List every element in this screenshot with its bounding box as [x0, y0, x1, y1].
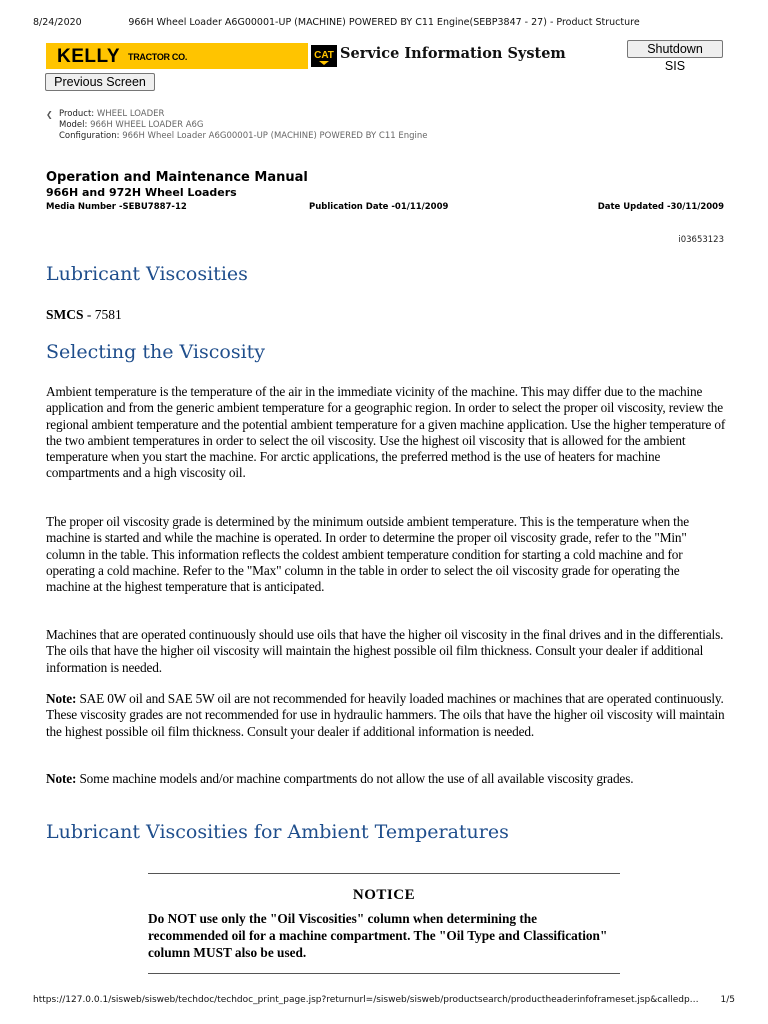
page-number: 1/5: [720, 995, 735, 1005]
notice-box: [148, 873, 620, 974]
paragraph-viscosity-grade: The proper oil viscosity grade is determined by the minimum outside ambient temperature. This is the temperature when the machine is started and while the machine is operated. In order to determine the proper oil viscosity grade, refer to the "Min" column in the table. This information reflects the coldest ambient temperature condition for starting a cold machine and for operating a cold machine. Refer to the "Max" column in the table in order to select the oil viscosity grade for operating the machine at the highest temperature that is anticipated.: [46, 514, 689, 595]
manual-title: Operation and Maintenance Manual: [46, 170, 308, 185]
note-label: Note:: [46, 691, 77, 706]
smcs-label: SMCS: [46, 307, 84, 322]
notice-heading: NOTICE: [352, 887, 416, 903]
print-title: 966H Wheel Loader A6G00001-UP (MACHINE) POWERED BY C11 Engine(SEBP3847 - 27) - Product Structure: [128, 17, 640, 28]
chevron-left-icon[interactable]: ❮: [46, 110, 53, 119]
system-title: Service Information System: [340, 45, 566, 62]
model-value: 966H WHEEL LOADER A6G: [90, 120, 204, 130]
note-sae-oil-text: SAE 0W oil and SAE 5W oil are not recommended for heavily loaded machines or machines that are operated continuously. These viscosity grades are not recommended for use in hydraulic hammers. The oils that have the higher oil viscosity will maintain the highest possible oil film thickness. Consult your dealer if additional information is needed.: [46, 691, 725, 739]
dealer-name: KELLY: [57, 46, 121, 67]
note-viscosity-grades: [46, 771, 726, 787]
configuration-row: [59, 131, 446, 142]
paragraph-continuous-operation: Machines that are operated continuously should use oils that have the higher oil viscosity in the final drives and in the differentials. The oils that have the higher oil viscosity will maintain the highest possible oil film thickness. Consult your dealer if additional information is needed.: [46, 627, 724, 675]
smcs-value: - 7581: [83, 307, 122, 322]
date-updated: Date Updated -30/11/2009: [597, 202, 724, 212]
shutdown-sis-button[interactable]: Shutdown SIS: [627, 40, 723, 58]
note-viscosity-grades-text: Some machine models and/or machine compartments do not allow the use of all available viscosity grades.: [76, 771, 634, 786]
manual-meta: [46, 200, 726, 214]
print-date: 8/24/2020: [33, 17, 82, 28]
previous-screen-button[interactable]: Previous Screen: [45, 73, 155, 91]
paragraph-ambient-temperature: Ambient temperature is the temperature of the air in the immediate vicinity of the machine. This may differ due to the machine application and from the generic ambient temperature for a geographic region. In order to select the proper oil viscosity, review the regional ambient temperature and the potential ambient temperature for a given machine application. Use the higher temperature of the two ambient temperatures in order to select the oil viscosity. Use the highest oil viscosity that is allowed for the ambient temperature when you start the machine. For arctic applications, the preferred method is the use of heaters for machine compartments and a high viscosity oil.: [46, 384, 726, 481]
heading-selecting-viscosity: Selecting the Viscosity: [46, 341, 266, 363]
heading-ambient-temperatures: Lubricant Viscosities for Ambient Temperatures: [46, 821, 509, 843]
media-number: Media Number -SEBU7887-12: [46, 202, 187, 212]
product-row: [59, 109, 446, 120]
document-id: i03653123: [678, 235, 724, 245]
model-label: Model:: [59, 120, 88, 130]
manual-header: [46, 170, 726, 214]
configuration-value: 966H Wheel Loader A6G00001-UP (MACHINE) POWERED BY C11 Engine: [122, 131, 428, 141]
product-breadcrumb: [46, 109, 446, 142]
publication-date: Publication Date -01/11/2009: [309, 202, 449, 212]
configuration-label: Configuration:: [59, 131, 120, 141]
note-label: Note:: [46, 771, 77, 786]
cat-logo-icon: CAT: [311, 45, 337, 67]
manual-subtitle: 966H and 972H Wheel Loaders: [46, 186, 237, 199]
print-url: https://127.0.0.1/sisweb/sisweb/techdoc/techdoc_print_page.jsp?returnurl=/sisweb/sisweb/productsearch/productheaderinfoframeset.jsp&calledp…: [33, 995, 699, 1005]
notice-text: Do NOT use only the "Oil Viscosities" column when determining the recommended oil for a machine compartment. The "Oil Type and Classification" column MUST also be used.: [148, 911, 608, 960]
dealer-logo: [46, 43, 308, 69]
note-sae-oil: [46, 691, 726, 740]
product-value: WHEEL LOADER: [96, 109, 165, 119]
heading-lubricant-viscosities: Lubricant Viscosities: [46, 263, 248, 285]
product-label: Product:: [59, 109, 95, 119]
smcs-code: [46, 307, 122, 323]
sis-banner: [46, 43, 612, 69]
dealer-suffix: TRACTOR CO.: [128, 52, 188, 62]
model-row: [59, 120, 446, 131]
